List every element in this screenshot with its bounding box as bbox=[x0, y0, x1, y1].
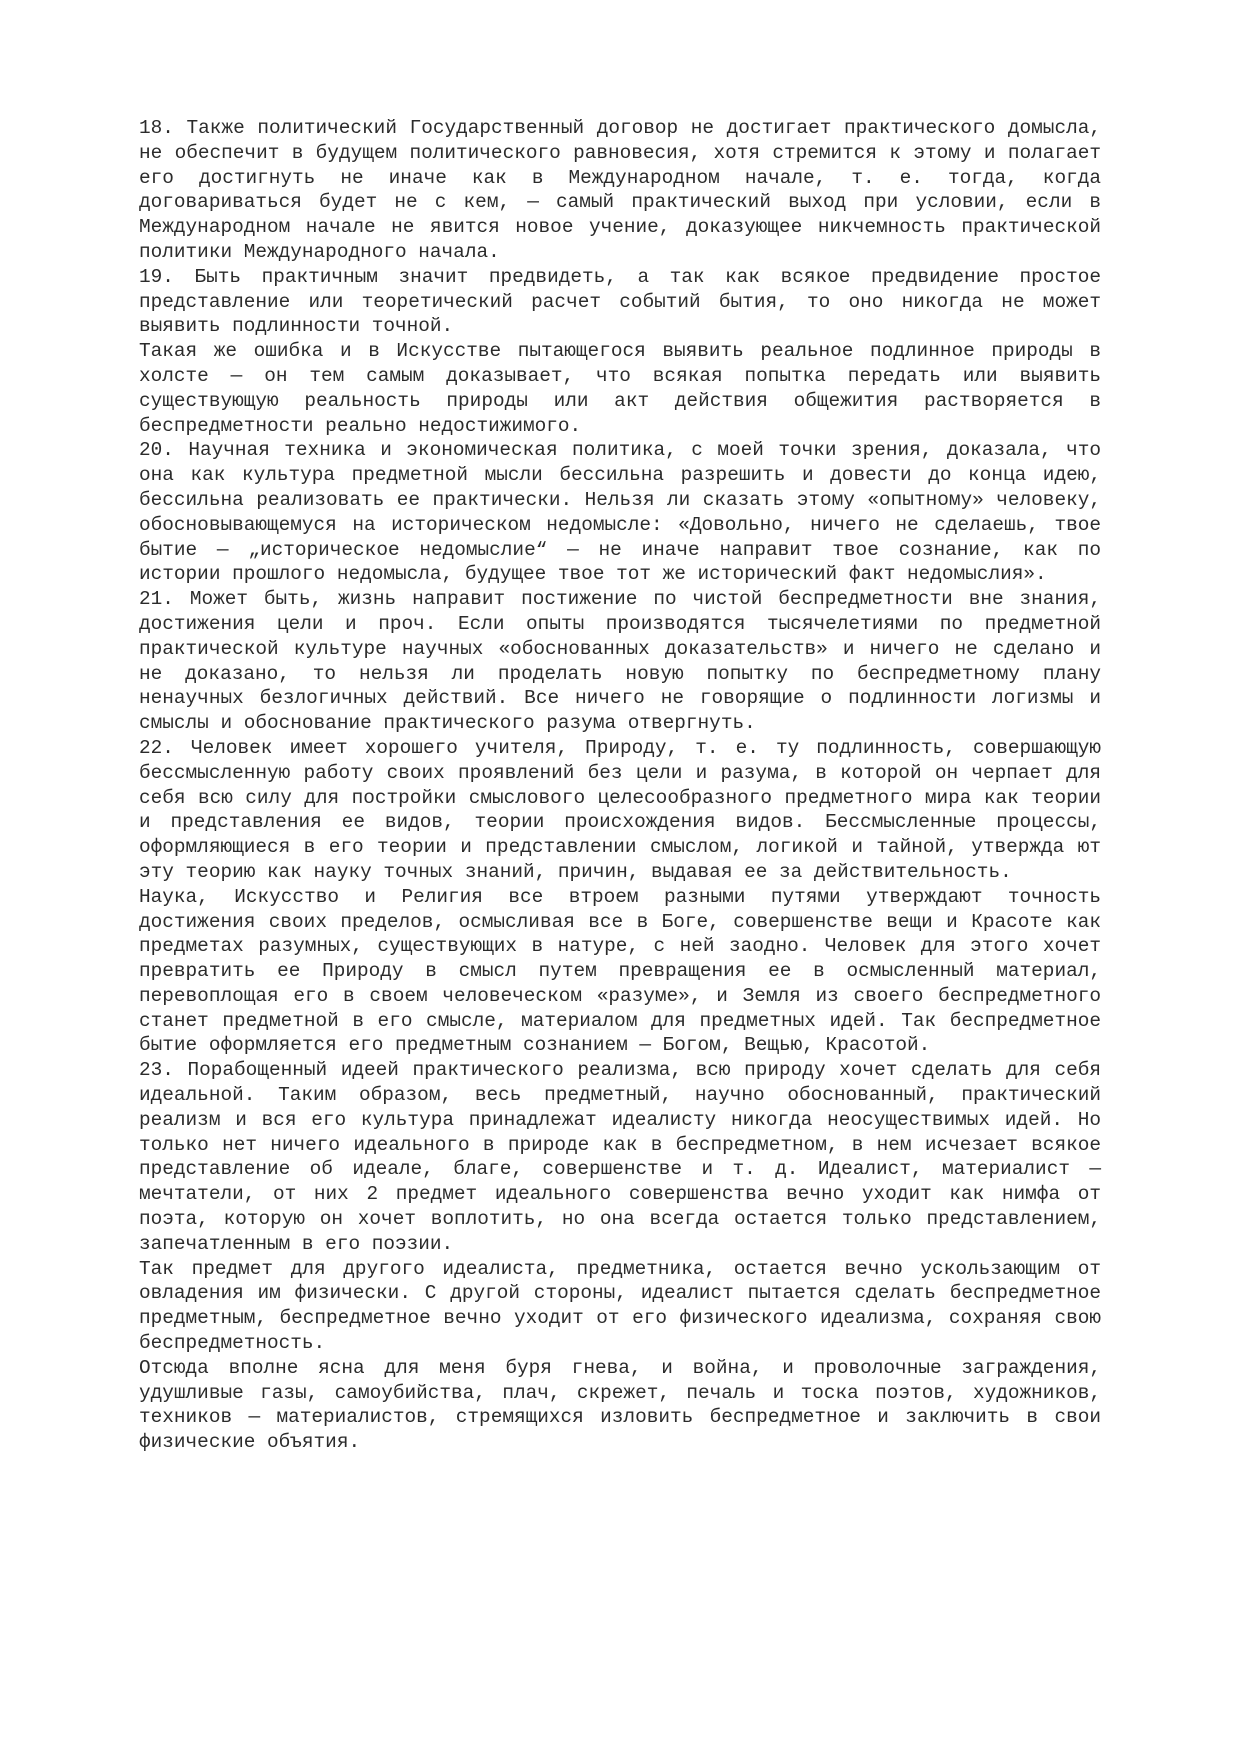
paragraph-23-continued: Так предмет для другого идеалиста, предметника, остается вечно ускользающим от овладения им физически. С другой стороны, идеалист пытается сделать беспредметное предметным, беспредметное вечно уходит от его физического идеализма, сохраняя свою беспредметность. bbox=[139, 1257, 1101, 1355]
paragraph-20: 20. Научная техника и экономическая политика, с моей точки зрения, доказала, что она как культура предметной мысли бессильна разрешить и довести до конца идею, бессильна реализовать ее практически. Нельзя ли сказать этому «опытному» человеку, обосновывающемуся на историческом недомысле: «Довольно, ничего не сделаешь, твое бытие — „историческое недомыслие“ — не иначе направит твое сознание, как по истории прошлого недомысла, будущее твое тот же исторический факт недомыслия». bbox=[139, 439, 1101, 586]
paragraph-19-continued: Такая же ошибка и в Искусстве пытающегося выявить реальное подлинное природы в холсте — он тем самым доказывает, что всякая попытка передать или выявить существующую реальность природы или акт действия общежития растворяется в беспредметности реально недостижимого. bbox=[139, 340, 1101, 437]
paragraph-21: 21. Может быть, жизнь направит постижение по чистой беспредметности вне знания, достижения цели и проч. Если опыты производятся тысячелетиями по предметной практической культуре научных «обоснованных доказательств» и ничего не сделано и не доказано, то нельзя ли проделать новую попытку по беспредметному плану ненаучных безлогичных действий. Все ничего не говорящие о подлинности логизмы и смыслы и обоснование практического разума отвергнуть. bbox=[139, 588, 1101, 735]
paragraph-23-conclusion: Отсюда вполне ясна для меня буря гнева, и война, и проволочные заграждения, удушливые газы, самоубийства, плач, скрежет, печаль и тоска поэтов, художников, техников — материалистов, стремящихся изловить беспредметное и заключить в свои физические объятия. bbox=[139, 1356, 1101, 1454]
paragraph-18: 18. Также политический Государственный договор не достигает практического домысла, не обеспечит в будущем политического равновесия, хотя стремится к этому и полагает его достигнуть не иначе как в Международном начале, т. е. тогда, когда договариваться будет не с кем, — самый практический выход при условии, если в Международном начале не явится новое учение, доказующее никчемность практической политики Международного начала. bbox=[139, 117, 1101, 263]
paragraph-19: 19. Быть практичным значит предвидеть, а так как всякое предвидение простое представление или теоретический расчет событий бытия, то оно никогда не может выявить подлинности точной. bbox=[139, 265, 1101, 338]
paragraph-22: 22. Человек имеет хорошего учителя, Природу, т. е. ту подлинность, совершающую бессмысленную работу своих проявлений без цели и разума, в которой он черпает для себя всю силу для постройки смыслового целесообразного предметного мира как теории и представления ее видов, теории происхождения видов. Бессмысленные процессы, оформляющиеся в его теории и представлении смыслом, логикой и тайной, утвержда ют эту теорию как науку точных знаний, причин, выдавая ее за действительность. bbox=[139, 736, 1101, 883]
paragraph-22-continued: Наука, Искусство и Религия все втроем разными путями утверждают точность достижения своих пределов, осмысливая все в Боге, совершенстве вещи и Красоте как предметах разумных, существующих в натуре, с ней заодно. Человек для этого хочет превратить ее Природу в смысл путем превращения ее в осмысленный материал, перевоплощая его в своем человеческом «разуме», и Земля из своего беспредметного станет предметной в его смысле, материалом для предметных идей. Так беспредметное бытие оформляется его предметным сознанием — Богом, Вещью, Красотой. bbox=[139, 885, 1101, 1057]
paragraph-23: 23. Порабощенный идеей практического реализма, всю природу хочет сделать для себя идеальной. Таким образом, весь предметный, научно обоснованный, практический реализм и вся его культура принадлежат идеалисту никогда неосуществимых идей. Но только нет ничего идеального в природе как в беспредметном, в нем исчезает всякое представление об идеале, благе, совершенстве и т. д. Идеалист, материалист — мечтатели, от них 2 предмет идеального совершенства вечно уходит как нимфа от поэта, которую он хочет воплотить, но она всегда остается только представлением, запечатленным в его поэзии. bbox=[139, 1059, 1101, 1255]
document-body bbox=[139, 116, 1101, 1455]
